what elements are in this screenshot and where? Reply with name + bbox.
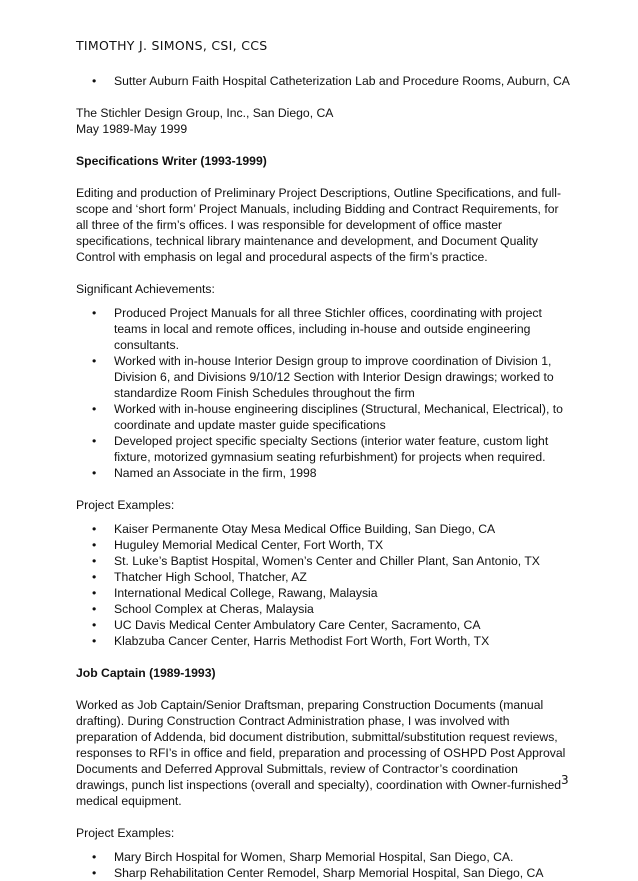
- top-project-list: [76, 73, 572, 89]
- achievements-label: Significant Achievements:: [76, 282, 215, 296]
- page-number: 3: [561, 773, 569, 787]
- achievements-list: [76, 305, 572, 481]
- project-examples-list: [76, 849, 572, 881]
- page-content: [76, 73, 572, 881]
- list-item: • Huguley Memorial Medical Center, Fort Worth, TX: [76, 537, 572, 553]
- project-examples-label: Project Examples:: [76, 826, 175, 840]
- list-item: • UC Davis Medical Center Ambulatory Care Center, Sacramento, CA: [76, 617, 572, 633]
- employer-name: The Stichler Design Group, Inc., San Diego, CA: [76, 106, 334, 120]
- employer-dates: May 1989-May 1999: [76, 122, 188, 136]
- list-item: • Named an Associate in the firm, 1998: [76, 465, 572, 481]
- page-header-name: TIMOTHY J. SIMONS, CSI, CCS: [76, 38, 268, 53]
- list-item: • Produced Project Manuals for all three Stichler offices, coordinating with project teams in local and remote offices, including in-house and outside engineering consultants.: [76, 305, 572, 353]
- role-title-job-captain: Job Captain (1989-1993): [76, 666, 216, 680]
- list-item: • International Medical College, Rawang, Malaysia: [76, 585, 572, 601]
- list-item: • St. Luke’s Baptist Hospital, Women’s Center and Chiller Plant, San Antonio, TX: [76, 553, 572, 569]
- list-item: • Klabzuba Cancer Center, Harris Methodist Fort Worth, Fort Worth, TX: [76, 633, 572, 649]
- list-item: • Thatcher High School, Thatcher, AZ: [76, 569, 572, 585]
- project-examples-label: Project Examples:: [76, 498, 175, 512]
- role-title-specifications-writer: Specifications Writer (1993-1999): [76, 154, 267, 168]
- list-item: • Worked with in-house Interior Design group to improve coordination of Division 1, Division 6, and Divisions 9/10/12 Section with Interior Design drawings; worked to standardize Room Finish Schedules throughout the firm: [76, 353, 572, 401]
- list-item: • Sutter Auburn Faith Hospital Catheterization Lab and Procedure Rooms, Auburn, CA: [76, 73, 572, 89]
- list-item: • School Complex at Cheras, Malaysia: [76, 601, 572, 617]
- list-item: • Kaiser Permanente Otay Mesa Medical Office Building, San Diego, CA: [76, 521, 572, 537]
- list-item: • Sharp Rehabilitation Center Remodel, Sharp Memorial Hospital, San Diego, CA: [76, 865, 572, 881]
- role-description-job-captain: Worked as Job Captain/Senior Draftsman, preparing Construction Documents (manual drafting). During Construction Contract Administration phase, I was involved with preparation of Addenda, bid document distribution, submittal/substitution request reviews, responses to RFI’s in office and field, preparation and processing of OSHPD Post Approval Documents and Deferred Approval Submittals, review of Contractor’s coordination drawings, punch list inspections (overall and specialty), coordination with Owner-furnished medical equipment.: [76, 698, 566, 808]
- list-item: • Mary Birch Hospital for Women, Sharp Memorial Hospital, San Diego, CA.: [76, 849, 572, 865]
- list-item: • Developed project specific specialty Sections (interior water feature, custom light fixture, motorized gymnasium seating refurbishment) for projects when required.: [76, 433, 572, 465]
- role-description-specifications-writer: Editing and production of Preliminary Project Descriptions, Outline Specifications, and full-scope and ‘short form’ Project Manuals, including Bidding and Contract Requirements, for all three of the firm’s offices. I was responsible for development of office master specifications, technical library maintenance and development, and Document Quality Control with emphasis on legal and procedural aspects of the firm’s practice.: [76, 186, 562, 264]
- list-item: • Worked with in-house engineering disciplines (Structural, Mechanical, Electrical), to coordinate and update master guide specifications: [76, 401, 572, 433]
- project-examples-list: [76, 521, 572, 649]
